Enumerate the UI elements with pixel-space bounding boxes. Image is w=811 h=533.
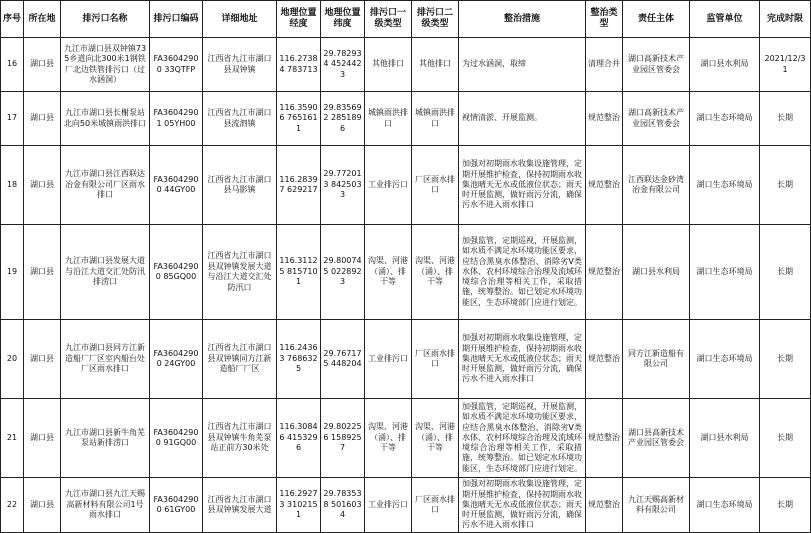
header-seq: 序号 — [1, 1, 24, 38]
cell-code: FA36042900 85GQ00 — [150, 225, 203, 320]
table-row — [1, 225, 811, 320]
header-latitude: 地理位置纬度 — [321, 1, 365, 38]
cell-name: 九江市湖口县江西联达冶金有限公司厂区雨水排口 — [61, 146, 150, 225]
cell-code: FA36042900 44GY00 — [150, 146, 203, 225]
cell-supervisor: 湖口生态环境局 — [690, 146, 760, 225]
cell-code: FA36042900 24GY00 — [150, 320, 203, 399]
cell-code: FA36042900 61GY00 — [150, 478, 203, 533]
cell-measures: 加强对初期雨水收集设施管理，定期开展维护检查，保持初期雨水收集池晴天无水或低液位状态；雨天时开展监测，做好雨污分流，确保污水不进入雨水排口 — [459, 478, 586, 533]
cell-longitude: 116.30846 4153296 — [277, 399, 321, 478]
cell-deadline: 长期 — [760, 92, 811, 146]
cell-supervisor: 湖口生态环境局 — [690, 478, 760, 533]
cell-owner: 九江天赐高新材料有限公司 — [623, 478, 690, 533]
cell-county: 湖口县 — [24, 399, 61, 478]
cell-county: 湖口县 — [24, 92, 61, 146]
table-row — [1, 399, 811, 478]
cell-supervisor: 湖口生态环境局 — [690, 320, 760, 399]
cell-code: FA36042900 91GQ00 — [150, 399, 203, 478]
header-county: 所在地 — [24, 1, 61, 38]
cell-address: 江西省九江市湖口县双钟镇同方江新造船厂厂区 — [203, 320, 277, 399]
header-longitude: 地理位置经度 — [277, 1, 321, 38]
cell-measures: 加强对初期雨水收集设施管理，定期开展维护检查，保持初期雨水收集池晴天无水或低液位状态；雨天时开展监测，做好雨污分流，确保污水不进入雨水排口 — [459, 146, 586, 225]
cell-code: FA36042900 33QTFP — [150, 38, 203, 92]
cell-longitude: 116.35906 7651611 — [277, 92, 321, 146]
table-row — [1, 320, 811, 399]
cell-measures: 加强监管，定期巡视，开展监测，如水质不满足水环境功能区要求，应结合黑臭水体整治、消除劣Ⅴ类水体、农村环境综合治理及流域环境综合治理等相关工作，采取措施，统筹整治。如已划定水环境功能区，生态环境部门应进行划定。 — [459, 225, 586, 320]
cell-seq: 17 — [1, 92, 24, 146]
cell-seq: 21 — [1, 399, 24, 478]
cell-type1: 工业排污口 — [365, 146, 412, 225]
cell-owner: 湖口县高新技术产业园区管委会 — [623, 399, 690, 478]
cell-longitude: 116.27384 783713 — [277, 38, 321, 92]
cell-measures: 加强监管，定期巡视，开展监测，如水质不满足水环境功能区要求，应结合黑臭水体整治、消除劣Ⅴ类水体、农村环境综合治理及流域环境综合治理等相关工作，采取措施，统筹整治。如已划定水环境功能区，生态环境部门应进行划定。 — [459, 399, 586, 478]
header-remediation-type: 整治类型 — [586, 1, 623, 38]
cell-remediation-type: 规范整治 — [586, 320, 623, 399]
cell-latitude: 29.800745 0228923 — [321, 225, 365, 320]
cell-county: 湖口县 — [24, 478, 61, 533]
header-owner: 责任主体 — [623, 1, 690, 38]
header-address: 详细地址 — [203, 1, 277, 38]
cell-deadline: 长期 — [760, 320, 811, 399]
cell-deadline: 长期 — [760, 225, 811, 320]
cell-type2: 厂区雨水排口 — [412, 146, 459, 225]
cell-longitude: 116.28397 629217 — [277, 146, 321, 225]
header-measures: 整治措施 — [459, 1, 586, 38]
cell-measures: 视情清淤、开展监测。 — [459, 92, 586, 146]
cell-supervisor: 湖口县水利局 — [690, 38, 760, 92]
cell-address: 江西省九江市湖口县双钟镇牛角芜泵站正前方30米处 — [203, 399, 277, 478]
cell-name: 九江市湖口县九江天赐高新材料有限公司1号雨水排口 — [61, 478, 150, 533]
cell-owner: 湖口县水利局 — [623, 225, 690, 320]
table-row — [1, 92, 811, 146]
cell-measures: 加强对初期雨水收集设施管理，定期开展维护检查，保持初期雨水收集池晴天无水或低液位状态；雨天时开展监测，做好雨污分流，确保污水不进入雨水排口 — [459, 320, 586, 399]
cell-owner: 湖口高新技术产业园区管委会 — [623, 92, 690, 146]
table-row — [1, 478, 811, 533]
cell-remediation-type: 规范整治 — [586, 399, 623, 478]
cell-seq: 16 — [1, 38, 24, 92]
cell-name: 九江市湖口县长榭泵站北向50米城镇雨洪排口 — [61, 92, 150, 146]
cell-supervisor: 湖口生态环境局 — [690, 92, 760, 146]
cell-type2: 厂区雨水排口 — [412, 320, 459, 399]
table-row — [1, 146, 811, 225]
cell-name: 九江市湖口县同方江新造船厂厂区室内船台处厂区雨水排口 — [61, 320, 150, 399]
cell-county: 湖口县 — [24, 320, 61, 399]
cell-name: 九江市湖口县双钟镇735乡道向北300米1钢铁厂北边铁管排污口（过水涵洞） — [61, 38, 150, 92]
cell-deadline: 长期 — [760, 399, 811, 478]
cell-type1: 沟渠、河港（涌）、排干等 — [365, 399, 412, 478]
header-deadline: 完成时限 — [760, 1, 811, 38]
cell-address: 江西省九江市湖口县双钟镇发展大道 — [203, 478, 277, 533]
cell-seq: 20 — [1, 320, 24, 399]
cell-latitude: 29.802256 1589257 — [321, 399, 365, 478]
cell-latitude: 29.782934 4524423 — [321, 38, 365, 92]
cell-remediation-type: 清理合并 — [586, 38, 623, 92]
cell-longitude: 116.29273 3102151 — [277, 478, 321, 533]
header-supervisor: 监管单位 — [690, 1, 760, 38]
cell-type2: 沟渠、河港（涌）、排干等 — [412, 399, 459, 478]
cell-latitude: 29.835692 2851896 — [321, 92, 365, 146]
cell-measures: 为过水涵洞，取缔 — [459, 38, 586, 92]
cell-deadline: 长期 — [760, 146, 811, 225]
header-type1: 排污口一级类型 — [365, 1, 412, 38]
cell-latitude: 29.772013 8425033 — [321, 146, 365, 225]
cell-type2: 厂区雨水排口 — [412, 478, 459, 533]
cell-county: 湖口县 — [24, 38, 61, 92]
cell-address: 江西省九江市湖口县流泗镇 — [203, 92, 277, 146]
cell-longitude: 116.31125 8157101 — [277, 225, 321, 320]
cell-type2: 沟渠、河港（涌）、排干等 — [412, 225, 459, 320]
cell-seq: 19 — [1, 225, 24, 320]
cell-code: FA36042901 05YH00 — [150, 92, 203, 146]
cell-deadline: 2021/12/31 — [760, 38, 811, 92]
cell-owner: 湖口高新技术产业园区管委会 — [623, 38, 690, 92]
cell-supervisor: 湖口县水利局 — [690, 399, 760, 478]
table-row — [1, 38, 811, 92]
cell-type2: 其他排口 — [412, 38, 459, 92]
cell-supervisor: 湖口生态环境局 — [690, 225, 760, 320]
cell-address: 江西省九江市湖口县双钟镇发展大道与沿江大道交汇处防汛口 — [203, 225, 277, 320]
cell-owner: 江西联达金砂湾冶金有限公司 — [623, 146, 690, 225]
header-code: 排污口编码 — [150, 1, 203, 38]
cell-remediation-type: 规范整治 — [586, 146, 623, 225]
cell-type1: 工业排污口 — [365, 320, 412, 399]
cell-seq: 18 — [1, 146, 24, 225]
header-type2: 排污口二级类型 — [412, 1, 459, 38]
header-name: 排污口名称 — [61, 1, 150, 38]
cell-type1: 城镇雨洪排口 — [365, 92, 412, 146]
cell-name: 九江市湖口县发展大道与沿江大道交汇处防汛排涝口 — [61, 225, 150, 320]
header-row — [1, 1, 811, 38]
cell-latitude: 29.767175 448204 — [321, 320, 365, 399]
cell-longitude: 116.24363 7686325 — [277, 320, 321, 399]
cell-county: 湖口县 — [24, 146, 61, 225]
cell-latitude: 29.783538 5016034 — [321, 478, 365, 533]
cell-type1: 工业排污口 — [365, 478, 412, 533]
cell-address: 江西省九江市湖口县双钟镇 — [203, 38, 277, 92]
cell-name: 九江市湖口县新牛角芜泵站新排涝口 — [61, 399, 150, 478]
cell-type2: 城镇雨洪排口 — [412, 92, 459, 146]
cell-county: 湖口县 — [24, 225, 61, 320]
cell-deadline: 长期 — [760, 478, 811, 533]
cell-seq: 22 — [1, 478, 24, 533]
cell-remediation-type: 规范整治 — [586, 92, 623, 146]
cell-remediation-type: 规范整治 — [586, 478, 623, 533]
cell-owner: 同方江新造船有限公司 — [623, 320, 690, 399]
cell-type1: 其他排口 — [365, 38, 412, 92]
cell-type1: 沟渠、河港（涌）、排干等 — [365, 225, 412, 320]
cell-address: 江西省九江市湖口县马影镇 — [203, 146, 277, 225]
cell-remediation-type: 规范整治 — [586, 225, 623, 320]
